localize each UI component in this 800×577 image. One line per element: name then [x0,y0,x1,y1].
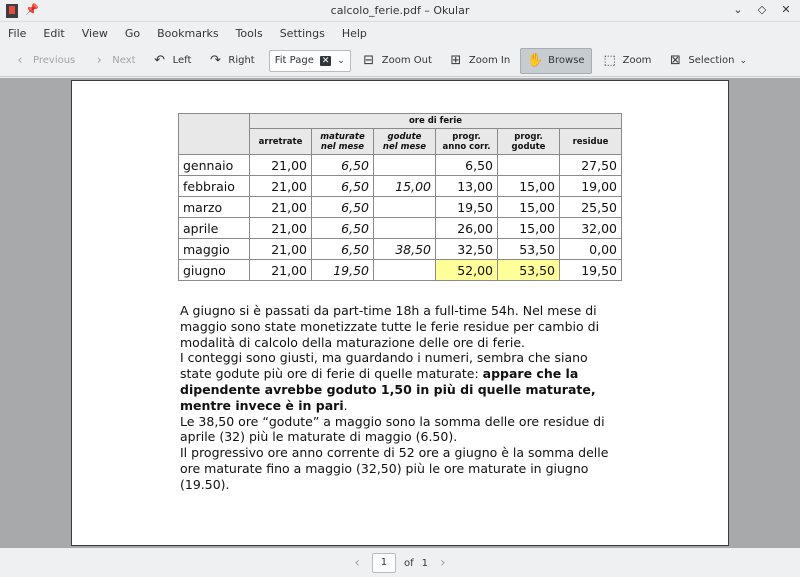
menu-go[interactable]: Go [124,27,141,40]
progr-godute-cell: 53,50 [498,260,560,281]
browse-tool-button[interactable] [520,48,591,74]
paragraph: A giugno si è passati da part-time 18h a full-time 54h. Nel mese di maggio sono state monetizzate tutte le ferie residue per cambio di modalità di calcolo della maturazione delle ore di ferie. [180,303,600,350]
previous-button[interactable] [6,48,81,74]
pdf-page[interactable] [71,80,729,546]
maturate-cell: 6,50 [312,176,374,197]
next-button[interactable] [85,48,141,74]
progr-godute-cell: 53,50 [498,239,560,260]
chevron-right-icon[interactable]: › [440,555,446,571]
menu-view[interactable]: View [81,27,108,40]
rotate-right-label: Right [228,55,255,66]
chevron-right-icon: › [96,53,102,68]
column-header: progr. anno corr. [436,129,498,155]
hand-icon: ✋ [527,53,544,68]
page-of-label: of [403,557,414,569]
residue-cell: 27,50 [560,155,622,176]
progr-anno-cell: 32,50 [436,239,498,260]
arretrate-cell: 21,00 [250,218,312,239]
clear-icon[interactable]: ✕ [321,55,330,66]
page-navigation-bar [0,549,800,577]
rotate-right-icon: ↷ [209,53,221,68]
progr-godute-cell [498,155,560,176]
arretrate-cell: 21,00 [250,176,312,197]
page-number-input[interactable]: 1 [372,553,396,573]
zoom-out-icon: ⊟ [363,53,375,68]
table-corner [179,129,250,155]
ferie-table [178,113,622,281]
maturate-cell: 6,50 [312,218,374,239]
zoom-out-label: Zoom Out [381,55,432,66]
zoom-in-button[interactable] [442,48,516,74]
residue-cell: 25,50 [560,197,622,218]
page-total-label: 1 [421,557,428,569]
table-row [179,176,622,197]
maturate-cell: 19,50 [312,260,374,281]
chevron-down-icon[interactable]: ⌄ [739,55,748,66]
month-cell: maggio [179,239,250,260]
residue-cell: 19,50 [560,260,622,281]
month-cell: aprile [179,218,250,239]
maturate-cell: 6,50 [312,155,374,176]
progr-godute-cell: 15,00 [498,197,560,218]
explanation-text [180,303,620,493]
paragraph: I conteggi sono giusti, ma guardando i numeri, sembra che siano state godute più ore di ferie di quelle maturate: appare che la dipendente avrebbe goduto 1,50 in più di quelle maturate, mentre invece è in pari. [180,350,596,413]
column-header: arretrate [250,129,312,155]
main-toolbar [0,45,800,77]
zoom-tool-label: Zoom [622,55,652,66]
godute-cell [374,155,436,176]
previous-label: Previous [33,55,76,66]
rotate-left-icon: ↶ [154,53,166,68]
zoom-mode-value: Fit Page [274,55,314,66]
column-header: progr. godute [498,129,560,155]
selection-tool-button[interactable] [661,48,753,74]
arretrate-cell: 21,00 [250,155,312,176]
residue-cell: 19,00 [560,176,622,197]
zoom-in-icon: ⊞ [450,53,462,68]
progr-anno-cell: 26,00 [436,218,498,239]
chevron-left-icon: ‹ [17,53,23,68]
maturate-cell: 6,50 [312,197,374,218]
progr-godute-cell: 15,00 [498,176,560,197]
menu-edit[interactable]: Edit [43,27,65,40]
menu-settings[interactable]: Settings [279,27,325,40]
close-icon[interactable]: ✕ [781,3,791,16]
document-viewport[interactable] [0,78,800,548]
arretrate-cell: 21,00 [250,239,312,260]
menu-help[interactable]: Help [341,27,367,40]
window-title: calcolo_ferie.pdf – Okular [330,4,470,17]
menu-file[interactable]: File [8,27,27,40]
zoom-tool-button[interactable] [596,48,658,74]
paragraph: Il progressivo ore anno corrente di 52 ore a giugno è la somma delle ore maturate fino a maggio (32,50) più le ore maturate in giugno (19.50). [180,445,609,492]
residue-cell: 32,00 [560,218,622,239]
column-header: maturate nel mese [312,129,374,155]
table-row [179,239,622,260]
table-row [179,260,622,281]
title-bar [0,0,800,22]
paragraph: Le 38,50 ore “godute” a maggio sono la somma delle ore residue di aprile (32) più le maturate di maggio (6.50). [180,413,605,445]
rotate-left-label: Left [172,55,192,66]
progr-godute-cell: 15,00 [498,218,560,239]
maximize-icon[interactable]: ◇ [757,3,767,16]
menu-bar [0,22,800,45]
table-row [179,155,622,176]
next-label: Next [112,55,136,66]
rotate-right-button[interactable] [201,48,260,74]
month-cell: giugno [179,260,250,281]
zoom-area-icon: ⬚ [603,53,616,68]
zoom-in-label: Zoom In [468,55,511,66]
progr-anno-cell: 19,50 [436,197,498,218]
month-cell: marzo [179,197,250,218]
menu-bookmarks[interactable]: Bookmarks [157,27,219,40]
browse-label: Browse [548,55,585,66]
arretrate-cell: 21,00 [250,197,312,218]
group-header: ore di ferie [250,114,622,129]
pin-icon[interactable]: 📌 [25,3,39,16]
progr-anno-cell: 52,00 [436,260,498,281]
progr-anno-cell: 6,50 [436,155,498,176]
selection-label: Selection [688,55,735,66]
month-cell: febbraio [179,176,250,197]
minimize-icon[interactable]: ⌄ [733,3,743,16]
column-header: godute nel mese [374,129,436,155]
menu-tools[interactable]: Tools [235,27,263,40]
zoom-out-button[interactable] [355,48,438,74]
arretrate-cell: 21,00 [250,260,312,281]
godute-cell: 15,00 [374,176,436,197]
bold-statement: appare che la dipendente avrebbe goduto 1,50 in più di quelle maturate, mentre invece è in pari [180,366,596,413]
residue-cell: 0,00 [560,239,622,260]
chevron-down-icon[interactable]: ⌄ [337,55,345,66]
column-header: residue [560,129,622,155]
godute-cell: 38,50 [374,239,436,260]
rotate-left-button[interactable] [146,48,198,74]
godute-cell [374,260,436,281]
godute-cell [374,218,436,239]
table-corner [179,114,250,129]
maturate-cell: 6,50 [312,239,374,260]
table-row [179,218,622,239]
selection-icon: ⊠ [669,53,681,68]
chevron-left-icon[interactable]: ‹ [354,555,360,571]
godute-cell [374,197,436,218]
month-cell: gennaio [179,155,250,176]
table-row [179,197,622,218]
progr-anno-cell: 13,00 [436,176,498,197]
zoom-mode-combobox[interactable] [269,50,351,72]
